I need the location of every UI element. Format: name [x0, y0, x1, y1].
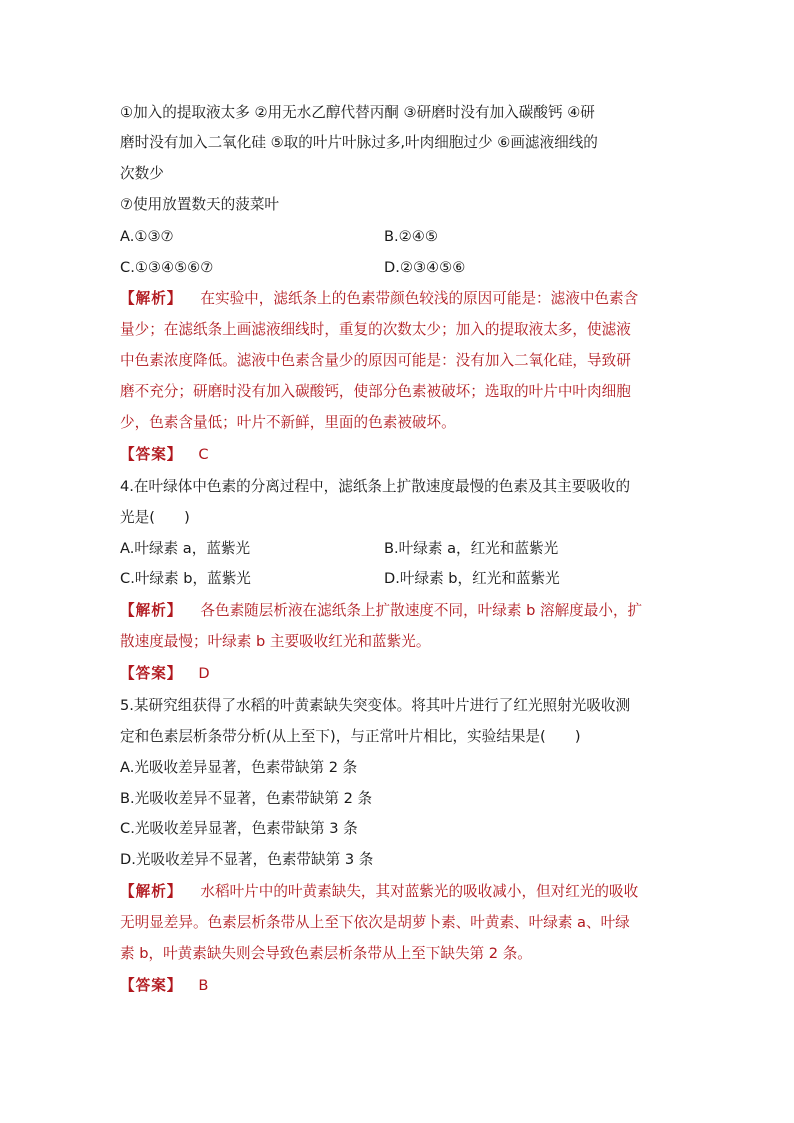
q4-option-d: D.叶绿素 b，红光和蓝紫光	[384, 570, 560, 587]
q4-stem-line: 光是( )	[120, 509, 190, 526]
answer-tag: 【答案】	[120, 977, 183, 994]
analysis-text: 在实验中，滤纸条上的色素带颜色较浅的原因可能是：滤液中色素含	[200, 290, 639, 307]
q3-answer-line	[120, 445, 209, 465]
q4-option-c: C.叶绿素 b，蓝紫光	[120, 570, 251, 587]
q3-option-b: B.②④⑤	[384, 228, 438, 245]
answer-tag: 【答案】	[120, 446, 183, 463]
answer-tag: 【答案】	[120, 665, 183, 682]
q4-answer-line	[120, 664, 210, 684]
q3-analysis-line: 少，色素含量低；叶片不新鲜，里面的色素被破坏。	[120, 414, 456, 431]
q5-option-d: D.光吸收差异不显著，色素带缺第 3 条	[120, 851, 374, 868]
answer-value: D	[198, 665, 210, 682]
q5-stem-line: 5.某研究组获得了水稻的叶黄素缺失突变体。将其叶片进行了红光照射光吸收测	[120, 697, 631, 714]
q3-analysis-line: 磨不充分；研磨时没有加入碳酸钙，使部分色素被破坏；选取的叶片中叶肉细胞	[120, 383, 631, 400]
q3-option-c: C.①③④⑤⑥⑦	[120, 259, 214, 276]
q5-analysis-line: 无明显差异。色素层析条带从上至下依次是胡萝卜素、叶黄素、叶绿素 a、叶绿	[120, 914, 630, 931]
q4-analysis-line	[120, 601, 642, 621]
q5-analysis-line: 素 b，叶黄素缺失则会导致色素层析条带从上至下缺失第 2 条。	[120, 945, 532, 962]
analysis-text: 各色素随层析液在滤纸条上扩散速度不同，叶绿素 b 溶解度最小，扩	[200, 602, 643, 619]
q5-option-b: B.光吸收差异不显著，色素带缺第 2 条	[120, 790, 373, 807]
analysis-tag: 【解析】	[120, 883, 183, 900]
q3-stem-line: 次数少	[120, 165, 164, 182]
q3-analysis-line	[120, 289, 638, 309]
analysis-tag: 【解析】	[120, 290, 183, 307]
answer-value: B	[198, 977, 209, 994]
q5-answer-line	[120, 976, 208, 996]
q4-option-a: A.叶绿素 a，蓝紫光	[120, 540, 251, 557]
q3-analysis-line: 中色素浓度降低。滤液中色素含量少的原因可能是：没有加入二氧化硅，导致研	[120, 352, 631, 369]
q3-stem-line: ⑦使用放置数天的菠菜叶	[120, 196, 280, 213]
analysis-text: 水稻叶片中的叶黄素缺失，其对蓝紫光的吸收减小，但对红光的吸收	[200, 883, 639, 900]
q5-stem-line: 定和色素层析条带分析(从上至下)，与正常叶片相比，实验结果是( )	[120, 728, 581, 745]
q4-stem-line: 4.在叶绿体中色素的分离过程中，滤纸条上扩散速度最慢的色素及其主要吸收的	[120, 478, 631, 495]
analysis-tag: 【解析】	[120, 602, 183, 619]
q3-stem-line: 磨时没有加入二氧化硅 ⑤取的叶片叶脉过多,叶肉细胞过少 ⑥画滤液细线的	[120, 134, 598, 151]
q3-analysis-line: 量少；在滤纸条上画滤液细线时，重复的次数太少；加入的提取液太多，使滤液	[120, 321, 631, 338]
q5-option-a: A.光吸收差异显著，色素带缺第 2 条	[120, 759, 358, 776]
answer-value: C	[198, 446, 209, 463]
q5-option-c: C.光吸收差异显著，色素带缺第 3 条	[120, 820, 358, 837]
q5-analysis-line	[120, 882, 638, 902]
q4-option-b: B.叶绿素 a，红光和蓝紫光	[384, 540, 559, 557]
q3-stem-line: ①加入的提取液太多 ②用无水乙醇代替丙酮 ③研磨时没有加入碳酸钙 ④研	[120, 104, 595, 121]
q4-analysis-line: 散速度最慢；叶绿素 b 主要吸收红光和蓝紫光。	[120, 633, 431, 650]
q3-option-a: A.①③⑦	[120, 228, 174, 245]
q3-option-d: D.②③④⑤⑥	[384, 259, 466, 276]
